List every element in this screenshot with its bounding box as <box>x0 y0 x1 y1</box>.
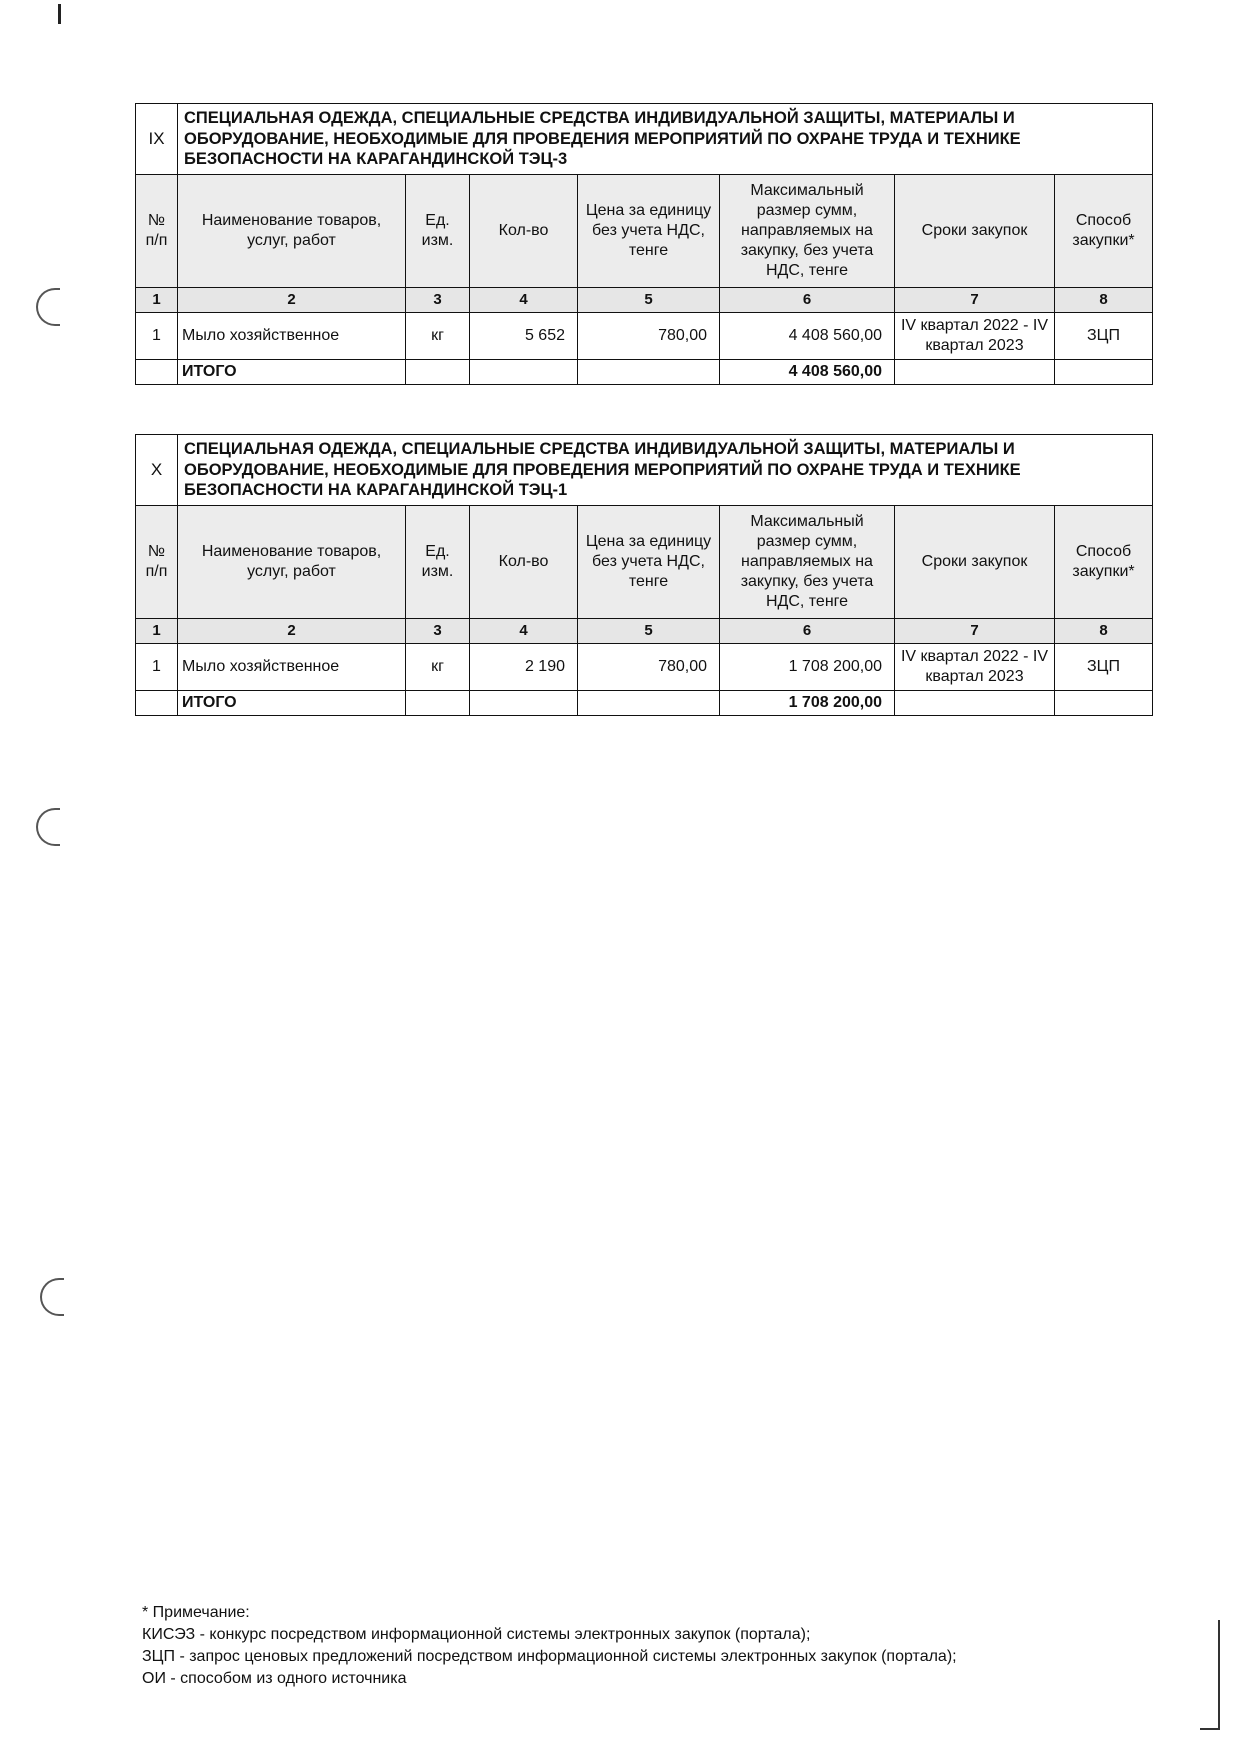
empty-cell <box>470 359 578 384</box>
empty-cell <box>895 359 1055 384</box>
column-header-row <box>136 174 1153 287</box>
empty-cell <box>895 690 1055 715</box>
procurement-period: IV квартал 2022 - IV квартал 2023 <box>895 312 1055 359</box>
empty-cell <box>1055 359 1153 384</box>
unit: кг <box>406 312 470 359</box>
column-number: 4 <box>470 618 578 643</box>
procurement-method: ЗЦП <box>1055 312 1153 359</box>
header-cell: Максимальный размер сумм, направляемых на закупку, без учета НДС, тенге <box>720 505 895 618</box>
footnote <box>142 1602 957 1690</box>
table-row <box>136 643 1153 690</box>
column-number-row <box>136 618 1153 643</box>
max-sum: 4 408 560,00 <box>720 312 895 359</box>
quantity: 2 190 <box>470 643 578 690</box>
footnote-line: ЗЦП - запрос ценовых предложений посредством информационной системы электронных закупок (портала); <box>142 1648 957 1665</box>
max-sum: 1 708 200,00 <box>720 643 895 690</box>
scan-edge-mark <box>1218 1620 1220 1730</box>
row-number: 1 <box>136 643 178 690</box>
total-row <box>136 359 1153 384</box>
footnote-heading: * Примечание: <box>142 1604 250 1621</box>
column-number: 8 <box>1055 618 1153 643</box>
total-value: 4 408 560,00 <box>720 359 895 384</box>
column-header-row <box>136 505 1153 618</box>
unit-price: 780,00 <box>578 312 720 359</box>
scan-edge-mark <box>58 4 61 24</box>
column-number: 5 <box>578 287 720 312</box>
header-cell: Сроки закупок <box>895 505 1055 618</box>
procurement-table-section-ix <box>135 103 1153 385</box>
column-number-row <box>136 287 1153 312</box>
empty-cell <box>470 690 578 715</box>
total-label: ИТОГО <box>178 690 406 715</box>
column-number: 2 <box>178 287 406 312</box>
punch-hole-mark <box>40 1278 64 1316</box>
total-row <box>136 690 1153 715</box>
scan-edge-mark <box>1200 1728 1220 1730</box>
total-label: ИТОГО <box>178 359 406 384</box>
section-title-row <box>136 435 1153 506</box>
item-name: Мыло хозяйственное <box>178 312 406 359</box>
item-name: Мыло хозяйственное <box>178 643 406 690</box>
header-cell: Цена за единицу без учета НДС, тенге <box>578 174 720 287</box>
header-cell: Наименование товаров, услуг, работ <box>178 174 406 287</box>
punch-hole-mark <box>36 288 60 326</box>
header-cell: Максимальный размер сумм, направляемых на закупку, без учета НДС, тенге <box>720 174 895 287</box>
section-title-row <box>136 104 1153 175</box>
row-number: 1 <box>136 312 178 359</box>
section-title: СПЕЦИАЛЬНАЯ ОДЕЖДА, СПЕЦИАЛЬНЫЕ СРЕДСТВА ИНДИВИДУАЛЬНОЙ ЗАЩИТЫ, МАТЕРИАЛЫ И ОБОРУДОВАНИЕ, НЕОБХОДИМЫЕ ДЛЯ ПРОВЕДЕНИЯ МЕРОПРИЯТИЙ ПО ОХРАНЕ ТРУДА И ТЕХНИКЕ БЕЗОПАСНОСТИ НА КАРАГАНДИНСКОЙ ТЭЦ-3 <box>178 104 1153 175</box>
column-number: 3 <box>406 287 470 312</box>
column-number: 5 <box>578 618 720 643</box>
empty-cell <box>406 690 470 715</box>
procurement-method: ЗЦП <box>1055 643 1153 690</box>
punch-hole-mark <box>36 808 60 846</box>
section-number: IX <box>136 104 178 175</box>
column-number: 2 <box>178 618 406 643</box>
header-cell: Ед. изм. <box>406 174 470 287</box>
footnote-line: ОИ - способом из одного источника <box>142 1670 407 1687</box>
unit: кг <box>406 643 470 690</box>
column-number: 1 <box>136 618 178 643</box>
header-cell: Способ закупки* <box>1055 505 1153 618</box>
column-number: 7 <box>895 287 1055 312</box>
column-number: 1 <box>136 287 178 312</box>
header-cell: Кол-во <box>470 174 578 287</box>
header-cell: Цена за единицу без учета НДС, тенге <box>578 505 720 618</box>
empty-cell <box>578 359 720 384</box>
procurement-table-section-x <box>135 434 1153 716</box>
column-number: 3 <box>406 618 470 643</box>
column-number: 6 <box>720 618 895 643</box>
column-number: 8 <box>1055 287 1153 312</box>
header-cell: Ед. изм. <box>406 505 470 618</box>
header-cell: Наименование товаров, услуг, работ <box>178 505 406 618</box>
section-number: X <box>136 435 178 506</box>
procurement-period: IV квартал 2022 - IV квартал 2023 <box>895 643 1055 690</box>
column-number: 7 <box>895 618 1055 643</box>
header-cell: № п/п <box>136 174 178 287</box>
header-cell: Сроки закупок <box>895 174 1055 287</box>
empty-cell <box>136 690 178 715</box>
empty-cell <box>406 359 470 384</box>
column-number: 4 <box>470 287 578 312</box>
empty-cell <box>1055 690 1153 715</box>
header-cell: Способ закупки* <box>1055 174 1153 287</box>
footnote-line: КИСЭЗ - конкурс посредством информационной системы электронных закупок (портала); <box>142 1626 811 1643</box>
quantity: 5 652 <box>470 312 578 359</box>
empty-cell <box>578 690 720 715</box>
unit-price: 780,00 <box>578 643 720 690</box>
table-row <box>136 312 1153 359</box>
header-cell: Кол-во <box>470 505 578 618</box>
empty-cell <box>136 359 178 384</box>
column-number: 6 <box>720 287 895 312</box>
header-cell: № п/п <box>136 505 178 618</box>
total-value: 1 708 200,00 <box>720 690 895 715</box>
section-title: СПЕЦИАЛЬНАЯ ОДЕЖДА, СПЕЦИАЛЬНЫЕ СРЕДСТВА ИНДИВИДУАЛЬНОЙ ЗАЩИТЫ, МАТЕРИАЛЫ И ОБОРУДОВАНИЕ, НЕОБХОДИМЫЕ ДЛЯ ПРОВЕДЕНИЯ МЕРОПРИЯТИЙ ПО ОХРАНЕ ТРУДА И ТЕХНИКЕ БЕЗОПАСНОСТИ НА КАРАГАНДИНСКОЙ ТЭЦ-1 <box>178 435 1153 506</box>
